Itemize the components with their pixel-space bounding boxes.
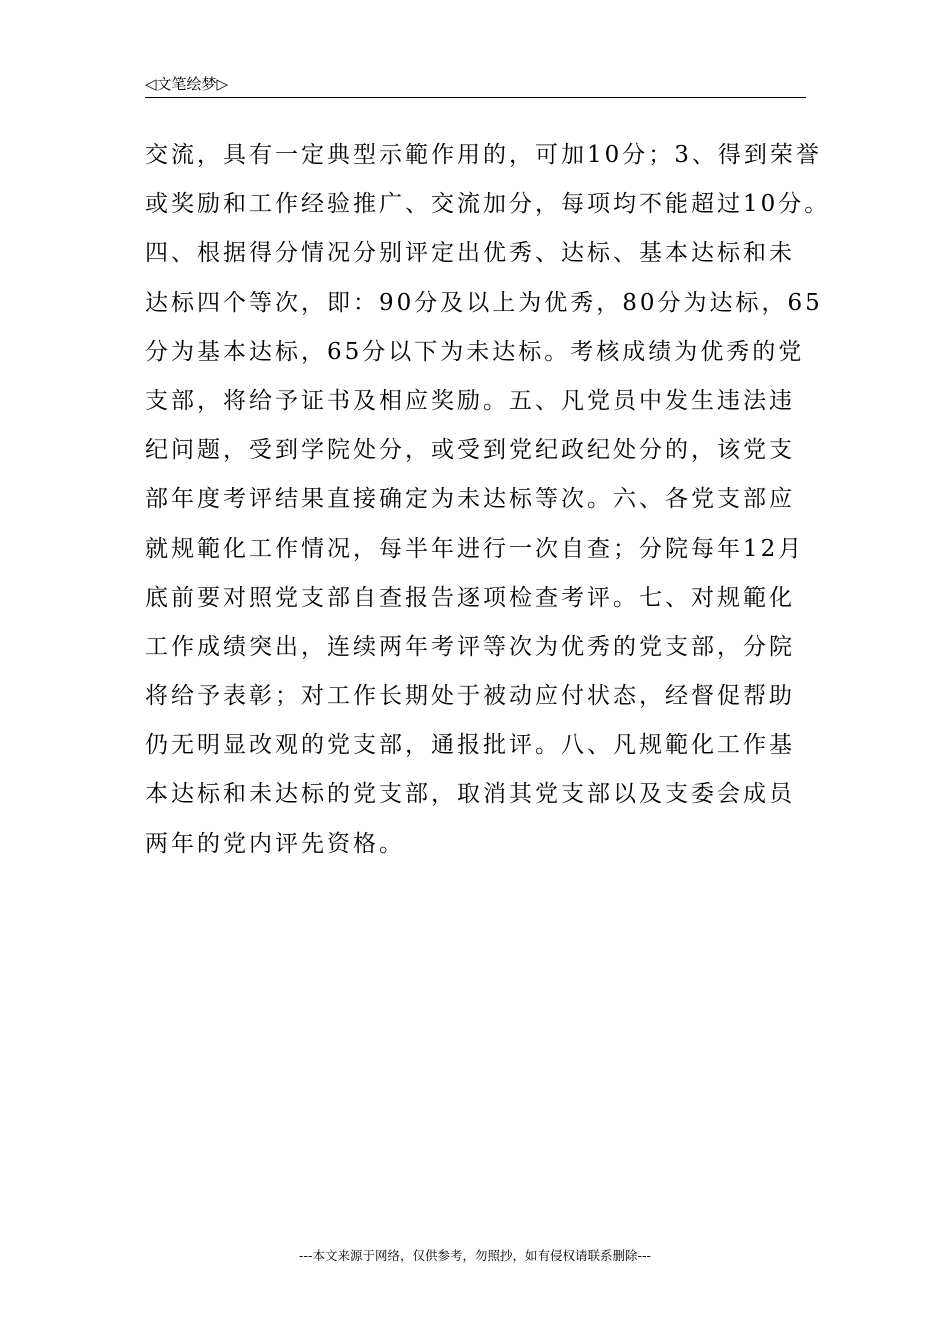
text-line: 工作成绩突出，连续两年考评等次为优秀的党支部，分院 <box>145 633 795 660</box>
text-line: 将给予表彰；对工作长期处于被动应付状态，经督促帮助 <box>145 683 795 710</box>
header-divider <box>145 97 806 98</box>
text-line: 交流，具有一定典型示範作用的，可加10分；3、得到荣誉 <box>145 142 822 168</box>
text-line: 四、根据得分情况分别评定出优秀、达标、基本达标和未 <box>145 240 795 267</box>
text-line: 纪问题，受到学院处分，或受到党纪政纪处分的，该党支 <box>145 437 795 464</box>
text-line: 本达标和未达标的党支部，取消其党支部以及支委会成员 <box>145 781 795 808</box>
text-line: 或奖励和工作经验推广、交流加分，每项均不能超过10分。 <box>145 191 831 218</box>
text-line: 仍无明显改观的党支部，通报批评。八、凡规範化工作基 <box>145 732 795 759</box>
text-line: 底前要对照党支部自查报告逐项检查考评。七、对规範化 <box>145 584 795 611</box>
text-line: 支部，将给予证书及相应奖励。五、凡党员中发生违法违 <box>145 387 795 414</box>
text-line: 部年度考评结果直接确定为未达标等次。六、各党支部应 <box>145 486 795 513</box>
text-line: 达标四个等次，即：90分及以上为优秀，80分为达标，65 <box>145 289 823 316</box>
document-body <box>145 131 831 869</box>
text-line: 就规範化工作情况，每半年进行一次自查；分院每年12月 <box>145 535 805 562</box>
text-line: 分为基本达标，65分以下为未达标。考核成绩为优秀的党 <box>145 338 805 365</box>
text-line: 两年的党内评先资格。 <box>145 830 405 857</box>
page-header: ◁文笔绘梦▷ <box>145 75 229 93</box>
page-footer: ---本文来源于网络，仅供参考，勿照抄，如有侵权请联系删除--- <box>298 1248 652 1263</box>
